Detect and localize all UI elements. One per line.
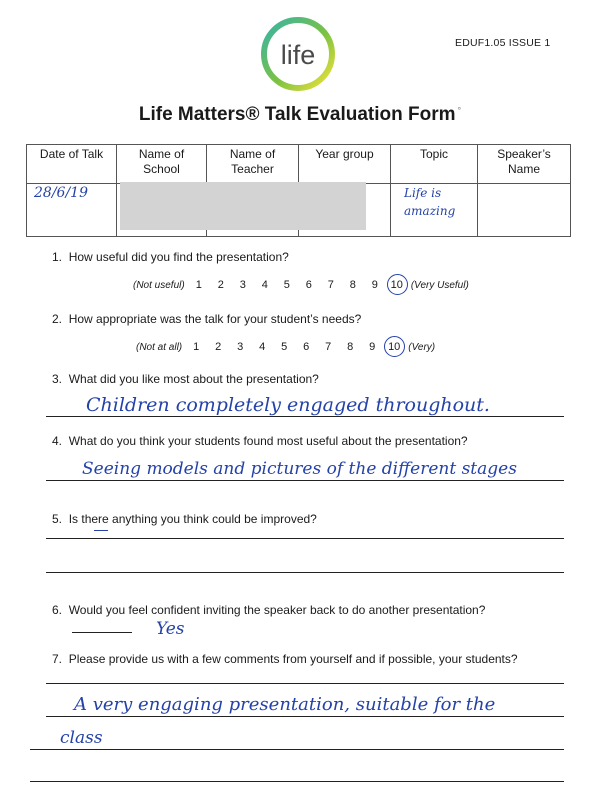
question-2: 2. How appropriate was the talk for your student’s needs? (52, 312, 362, 326)
question-3: 3. What did you like most about the presentation? (52, 372, 319, 386)
pen-mark (94, 530, 108, 531)
question-1: 1. How useful did you find the presentation? (52, 250, 289, 264)
header-school: Name of School (117, 145, 207, 184)
header-speaker: Speaker’s Name (478, 145, 571, 184)
answer-line-7d (30, 781, 564, 782)
answer-line-3 (46, 416, 564, 417)
answer-line-7b (46, 716, 564, 717)
rating-scale-2: (Not at all) 1 2 3 4 5 6 7 8 9 10 (Very) (136, 341, 436, 353)
topic-value: Life is amazing (404, 186, 456, 218)
answer-line-5b (46, 572, 564, 573)
question-7: 7. Please provide us with a few comments from yourself and if possible, your students? (52, 652, 518, 666)
answer-blank-6 (72, 632, 132, 633)
answer-7-line-2: class (60, 728, 103, 748)
redaction-box (120, 182, 366, 230)
logo-text: life (280, 40, 316, 70)
question-4: 4. What do you think your students found most useful about the presentation? (52, 434, 468, 448)
answer-line-7c (30, 749, 564, 750)
life-logo (258, 14, 338, 94)
document-code: EDUF1.05 ISSUE 1 (455, 37, 551, 49)
header-date: Date of Talk (27, 145, 117, 184)
selected-rating-1: 10 (386, 279, 408, 291)
answer-line-5a (46, 538, 564, 539)
rating-scale-1: (Not useful) 1 2 3 4 5 6 7 8 9 10 (Very Useful) (133, 279, 469, 291)
question-6: 6. Would you feel confident inviting the speaker back to do another presentation? (52, 603, 486, 617)
date-value: 28/6/19 (34, 185, 88, 201)
cell-speaker (478, 184, 571, 237)
form-title: Life Matters® Talk Evaluation Form ° (138, 104, 462, 125)
header-year-group: Year group (299, 145, 391, 184)
answer-line-4 (46, 480, 564, 481)
answer-4: Seeing models and pictures of the different stages (82, 459, 517, 479)
answer-3: Children completely engaged throughout. (86, 394, 490, 416)
answer-line-7a (46, 683, 564, 684)
answer-7-line-1: A very engaging presentation, suitable for the (74, 694, 496, 715)
answer-6: Yes (156, 619, 185, 639)
question-5: 5. Is there anything you think could be improved? (52, 512, 317, 526)
selected-rating-2: 10 (383, 341, 405, 353)
header-teacher: Name of Teacher (207, 145, 299, 184)
header-topic: Topic (391, 145, 478, 184)
